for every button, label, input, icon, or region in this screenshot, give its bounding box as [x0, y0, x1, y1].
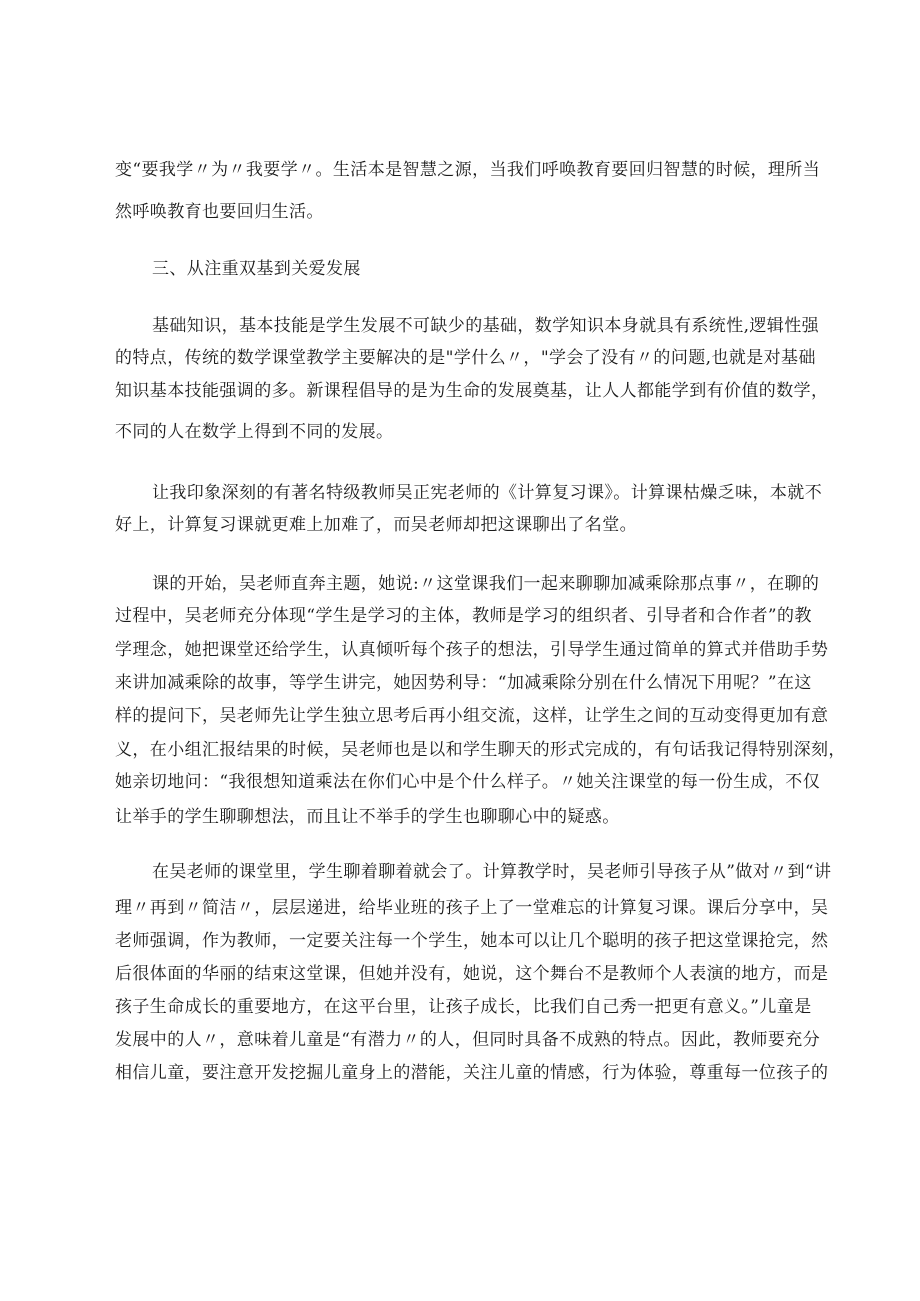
paragraph-5-line-1: 在吴老师的课堂里，学生聊着聊着就会了。计算教学时，吴老师引导孩子从”做对〃到“讲 — [152, 862, 832, 882]
paragraph-4-line-7: 她亲切地问：“我很想知道乘法在你们心中是个什么样子。〃她关注课堂的每一份生成，不仅 — [115, 772, 821, 792]
paragraph-2-line-3: 知识基本技能强调的多。新课程倡导的是为生命的发展奠基，让人人都能学到有价值的数学， — [115, 381, 829, 401]
paragraph-4-line-2: 过程中，吴老师充分体现“学生是学习的主体，教师是学习的组织者、引导者和合作者”的教 — [115, 606, 812, 626]
paragraph-4-line-3: 学理念，她把课堂还给学生，认真倾听每个孩子的想法，引导学生通过简单的算式并借助手势 — [115, 640, 829, 660]
paragraph-5-line-5: 孩子生命成长的重要地方，在这平台里，让孩子成长，比我们自己秀一把更有意义。”儿童是 — [115, 997, 812, 1017]
paragraph-5-line-6: 发展中的人〃，意味着儿童是“有潜力〃的人，但同时具备不成熟的特点。因此，教师要充分 — [115, 1030, 821, 1050]
paragraph-5-line-2: 理〃再到〃简洁〃，层层递进，给毕业班的孩子上了一堂难忘的计算复习课。课后分享中，吴 — [115, 898, 829, 918]
paragraph-4-line-4: 来讲加减乘除的故事，等学生讲完，她因势利导：“加减乘除分别在什么情况下用呢？”在这 — [115, 673, 812, 693]
paragraph-5-line-3: 老师强调，作为教师，一定要关注每一个学生，她本可以让几个聪明的孩子把这堂课抢完，然 — [115, 931, 829, 951]
paragraph-1-line-1: 变“要我学〃为〃我要学〃。生活本是智慧之源，当我们呼唤教育要回归智慧的时候，理所当 — [115, 160, 821, 180]
paragraph-2-line-4: 不同的人在数学上得到不同的发展。 — [115, 422, 394, 442]
paragraph-1-line-2: 然呼唤教育也要回归生活。 — [115, 202, 324, 222]
paragraph-4-line-8: 让举手的学生聊聊想法，而且让不举手的学生也聊聊心中的疑惑。 — [115, 807, 620, 827]
paragraph-5-line-7: 相信儿童，要注意开发挖掘儿童身上的潜能，关注儿童的情感，行为体验，尊重每一位孩子的 — [115, 1063, 829, 1083]
paragraph-4-line-1: 课的开始，吴老师直奔主题，她说:〃这堂课我们一起来聊聊加减乘除那点事〃，在聊的 — [152, 574, 820, 594]
paragraph-2-line-1: 基础知识，基本技能是学生发展不可缺少的基础，数学知识本身就具有系统性,逻辑性强 — [152, 316, 820, 336]
paragraph-4-line-5: 样的提问下，吴老师先让学生独立思考后再小组交流，这样，让学生之间的互动变得更加有意 — [115, 706, 829, 726]
paragraph-2-line-2: 的特点，传统的数学课堂教学主要解决的是"学什么〃，"学会了没有〃的问题,也就是对基础 — [115, 348, 816, 368]
section-heading: 三、从注重双基到关爱发展 — [152, 259, 361, 279]
paragraph-5-line-4: 后很体面的华丽的结束这堂课，但她并没有，她说，这个舞台不是教师个人表演的地方，而是 — [115, 964, 829, 984]
paragraph-3-line-1: 让我印象深刻的有著名特级教师吴正宪老师的《计算复习课》。计算课枯燥乏味，本就不 — [152, 483, 823, 503]
paragraph-4-line-6: 义，在小组汇报结果的时候，吴老师也是以和学生聊天的形式完成的，有句话我记得特别深刻， — [115, 740, 846, 760]
paragraph-3-line-2: 好上，计算复习课就更难上加难了，而吴老师却把这课聊出了名堂。 — [115, 515, 637, 535]
